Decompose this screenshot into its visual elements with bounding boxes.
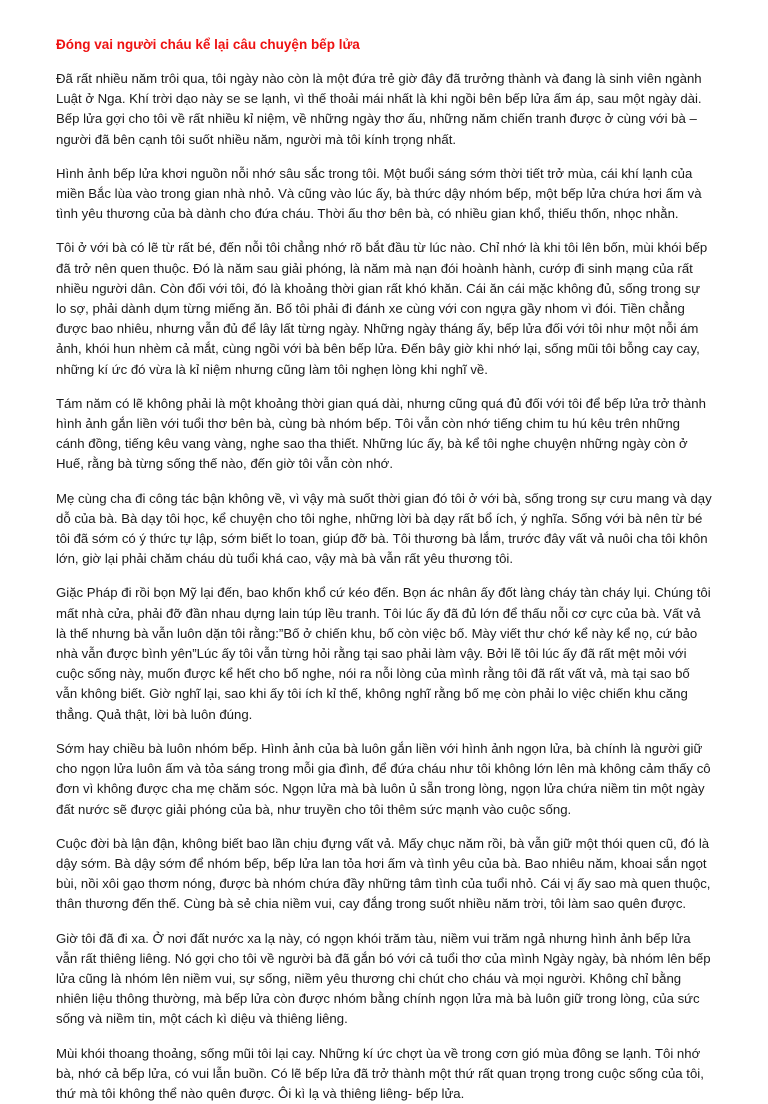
paragraph-9: Giờ tôi đã đi xa. Ở nơi đất nước xa lạ này, có ngọn khói trăm tàu, niềm vui trăm ngả nhưng hình ảnh bếp lửa vẫn rất thiêng liêng. Nó gợi cho tôi về người bà đã gắn bó với cả tuổi thơ của mình Ngày ngày, bà nhóm lên bếp lửa cũng là nhóm lên niềm vui, sự sống, niềm yêu thương chi chút cho cháu và mọi người. Không chỉ bằng nhiên liệu thông thường, mà bếp lửa còn được nhóm bằng chính ngọn lửa mà bà luôn giữ trong lòng, của sức sống và niềm tin, một cách kì diệu và thiêng liêng. — [56, 930, 711, 1027]
paragraph-7: Sớm hay chiều bà luôn nhóm bếp. Hình ảnh của bà luôn gắn liền với hình ảnh ngọn lửa, bà chính là người giữ cho ngọn lửa luôn ấm và tỏa sáng trong mỗi gia đình, để đứa cháu như tôi không lớn lên mà không cảm thấy cô đơn vì không được cha mẹ chăm sóc. Ngọn lửa mà bà luôn ủ sẵn trong lòng, ngọn lửa chứa niềm tin một ngày đất nước sẽ được giải phóng của bà, như truyền cho tôi thêm sức mạnh vào cuộc sống. — [56, 740, 711, 817]
paragraph-4: Tám năm có lẽ không phải là một khoảng thời gian quá dài, nhưng cũng quá đủ đối với tôi để bếp lửa trở thành hình ảnh gắn liền với tuổi thơ bên bà, cùng bà nhóm bếp. Tôi vẫn còn nhớ tiếng chim tu hú kêu trên những cánh đồng, tiếng kêu vang vàng, nghe sao tha thiết. Những lúc ấy, bà kể tôi nghe chuyện những ngày còn ở Huế, rằng bà từng sống thế nào, đến giờ tôi vẫn còn nhớ. — [56, 395, 706, 472]
document-title: Đóng vai người cháu kể lại câu chuyện bếp lửa — [56, 37, 360, 52]
paragraph-5: Mẹ cùng cha đi công tác bận không về, vì vậy mà suốt thời gian đó tôi ở với bà, sống trong sự cưu mang và dạy dỗ của bà. Bà dạy tôi học, kể chuyện cho tôi nghe, những lời bà dạy rất bổ ích, ý nghĩa. Sống với bà nên từ bé tôi đã sớm có ý thức tự lập, sớm biết lo toan, giúp đỡ bà. Tôi thương bà lắm, trước đây vất vả nuôi cha tôi khôn lớn, giờ lại phải chăm cháu dù tuổi khá cao, vậy mà bà vẫn rất yêu thương tôi. — [56, 490, 712, 567]
paragraph-6: Giặc Pháp đi rồi bọn Mỹ lại đến, bao khốn khổ cứ kéo đến. Bọn ác nhân ấy đốt làng cháy tàn cháy lụi. Chúng tôi mất nhà cửa, phải đỡ đần nhau dựng lain túp lều tranh. Tôi lúc ấy đã đủ lớn để thấu nỗi cơ cực của bà. Vất vả là thế nhưng bà vẫn luôn dặn tôi rằng:”Bố ở chiến khu, bố còn việc bố. Mày viết thư chớ kể này kể nọ, cứ bảo nhà vẫn được bình yên”Lúc ấy tôi vẫn từng hỏi rằng tại sao phải làm vậy. Bởi lẽ tôi lúc ấy đã rất mệt mỏi với cuộc sống này, muốn được kể hết cho bố nghe, nói ra nỗi lòng của mình rằng tôi đã rất vất vả, mà tại sao bố vẫn không biết. Giờ nghĩ lại, sao khi ấy tôi ích kỉ thế, không nghĩ rằng bố mẹ còn phải lo việc chiến khu căng thẳng. Quả thật, lời bà luôn đúng. — [56, 585, 711, 722]
paragraph-8: Cuộc đời bà lận đận, không biết bao lần chịu đựng vất vả. Mấy chục năm rồi, bà vẫn giữ một thói quen cũ, đó là dậy sớm. Bà dậy sớm để nhóm bếp, bếp lửa lan tỏa hơi ấm và tình yêu của bà. Bao nhiêu năm, khoai sắn ngọt bùi, nồi xôi gạo thơm nóng, được bà nhóm chứa đầy những tâm tình của tuổi nhỏ. Cái vị ấy sao mà quen thuộc, thân thương đến thế. Cùng bà sẻ chia niềm vui, cay đắng trong suốt nhiều năm trời, tôi làm sao quên được. — [56, 835, 711, 912]
paragraph-3: Tôi ở với bà có lẽ từ rất bé, đến nỗi tôi chẳng nhớ rõ bắt đầu từ lúc nào. Chỉ nhớ là khi tôi lên bốn, mùi khói bếp đã trở nên quen thuộc. Đó là năm sau giải phóng, là năm mà nạn đói hoành hành, cướp đi sinh mạng của rất nhiều người dân. Còn đối với tôi, đó là khoảng thời gian rất khó khăn. Cái ăn cái mặc không đủ, sống trong sự lo sợ, phải dành dụm từng miếng ăn. Bố tôi phải đi đánh xe cùng với con ngựa gầy nhom vì đói. Tiền chẳng được bao nhiêu, nhưng vẫn đủ để lây lất từng ngày. Những ngày tháng ấy, bếp lửa đối với tôi như một nỗi ám ảnh, khói hun nhèm cả mắt, cùng ngồi với bà bên bếp lửa. Đến bây giờ khi nhớ lại, sống mũi tôi bỗng cay cay, những kí ức đó vừa là kỉ niệm nhưng cũng làm tôi nghẹn lòng khi nghĩ về. — [56, 240, 708, 377]
paragraph-1: Đã rất nhiều năm trôi qua, tôi ngày nào còn là một đứa trẻ giờ đây đã trưởng thành và đang là sinh viên ngành Luật ở Nga. Khí trời dạo này se se lạnh, vì thế thoải mái nhất là khi ngồi bên bếp lửa ấm áp, sau một ngày dài. Bếp lửa gợi cho tôi về rất nhiều kỉ niệm, về những ngày thơ ấu, những năm chiến tranh được ở cùng với bà – người đã bên cạnh tôi suốt nhiều năm, người mà tôi kính trọng nhất. — [56, 71, 702, 147]
paragraph-10: Mùi khói thoang thoảng, sống mũi tôi lại cay. Những kí ức chợt ùa về trong cơn gió mùa đông se lạnh. Tôi nhớ bà, nhớ cả bếp lửa, có vui lẫn buồn. Có lẽ bếp lửa đã trở thành một thứ rất quan trọng trong cuộc sống của tôi, thứ mà tôi không thể nào quên được. Ôi kì lạ và thiêng liêng- bếp lửa. — [56, 1045, 704, 1101]
paragraph-2: Hình ảnh bếp lửa khơi nguồn nỗi nhớ sâu sắc trong tôi. Một buổi sáng sớm thời tiết trở mùa, cái khí lạnh của miền Bắc lùa vào trong gian nhà nhỏ. Và cũng vào lúc ấy, bà thức dậy nhóm bếp, một bếp lửa chứa hơi ấm và tình yêu thương của bà dành cho đứa cháu. Thời ấu thơ bên bà, có nhiều gian khổ, thiếu thốn, nhọc nhằn. — [56, 165, 702, 222]
